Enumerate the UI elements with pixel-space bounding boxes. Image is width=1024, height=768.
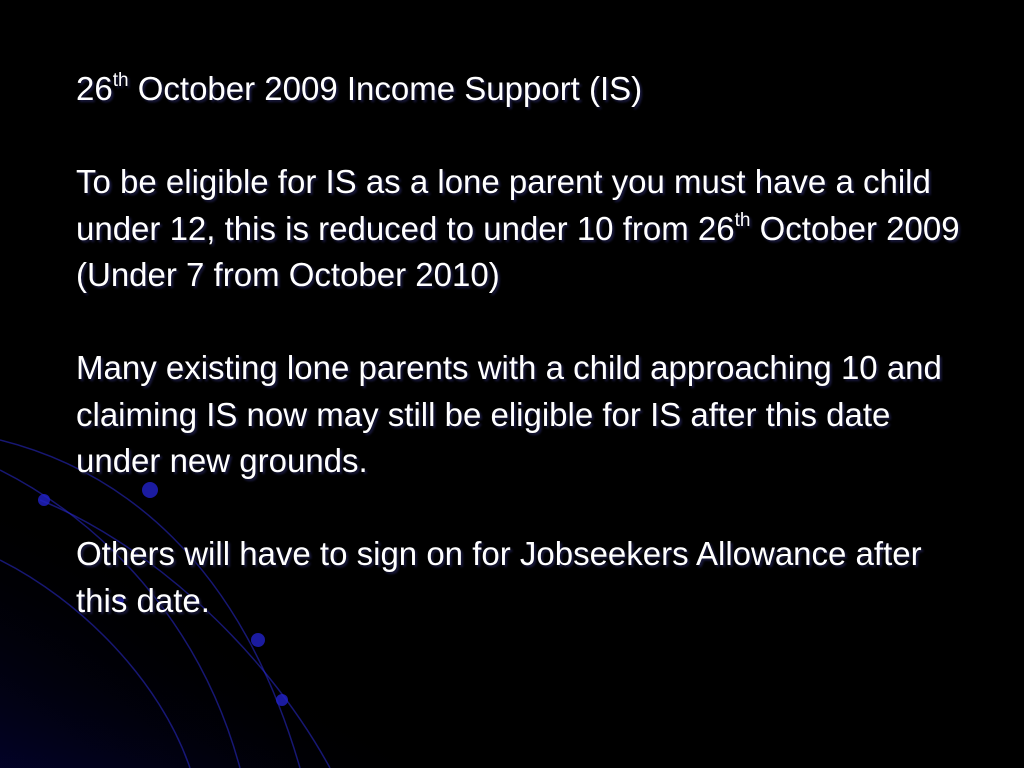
eligibility-text-part2: October 2009 (Under 7 from October 2010) xyxy=(76,209,960,293)
heading-day: 26 xyxy=(76,70,113,107)
eligibility-text-part1: To be eligible for IS as a lone parent you must have a child under 12, this is reduced to under 10 from 26 xyxy=(76,163,931,247)
heading-text: October 2009 Income Support (IS) xyxy=(128,70,643,107)
eligibility-ordinal-suffix: th xyxy=(734,209,751,231)
existing-parents-paragraph: Many existing lone parents with a child approaching 10 and claiming IS now may still be eligible for IS after this date under new grounds. xyxy=(76,349,942,479)
jobseekers-paragraph: Others will have to sign on for Jobseekers Allowance after this date. xyxy=(76,535,922,619)
slide-heading xyxy=(76,66,976,113)
slide-body xyxy=(76,66,976,624)
eligibility-paragraph xyxy=(76,159,976,299)
heading-ordinal-suffix: th xyxy=(112,70,129,91)
